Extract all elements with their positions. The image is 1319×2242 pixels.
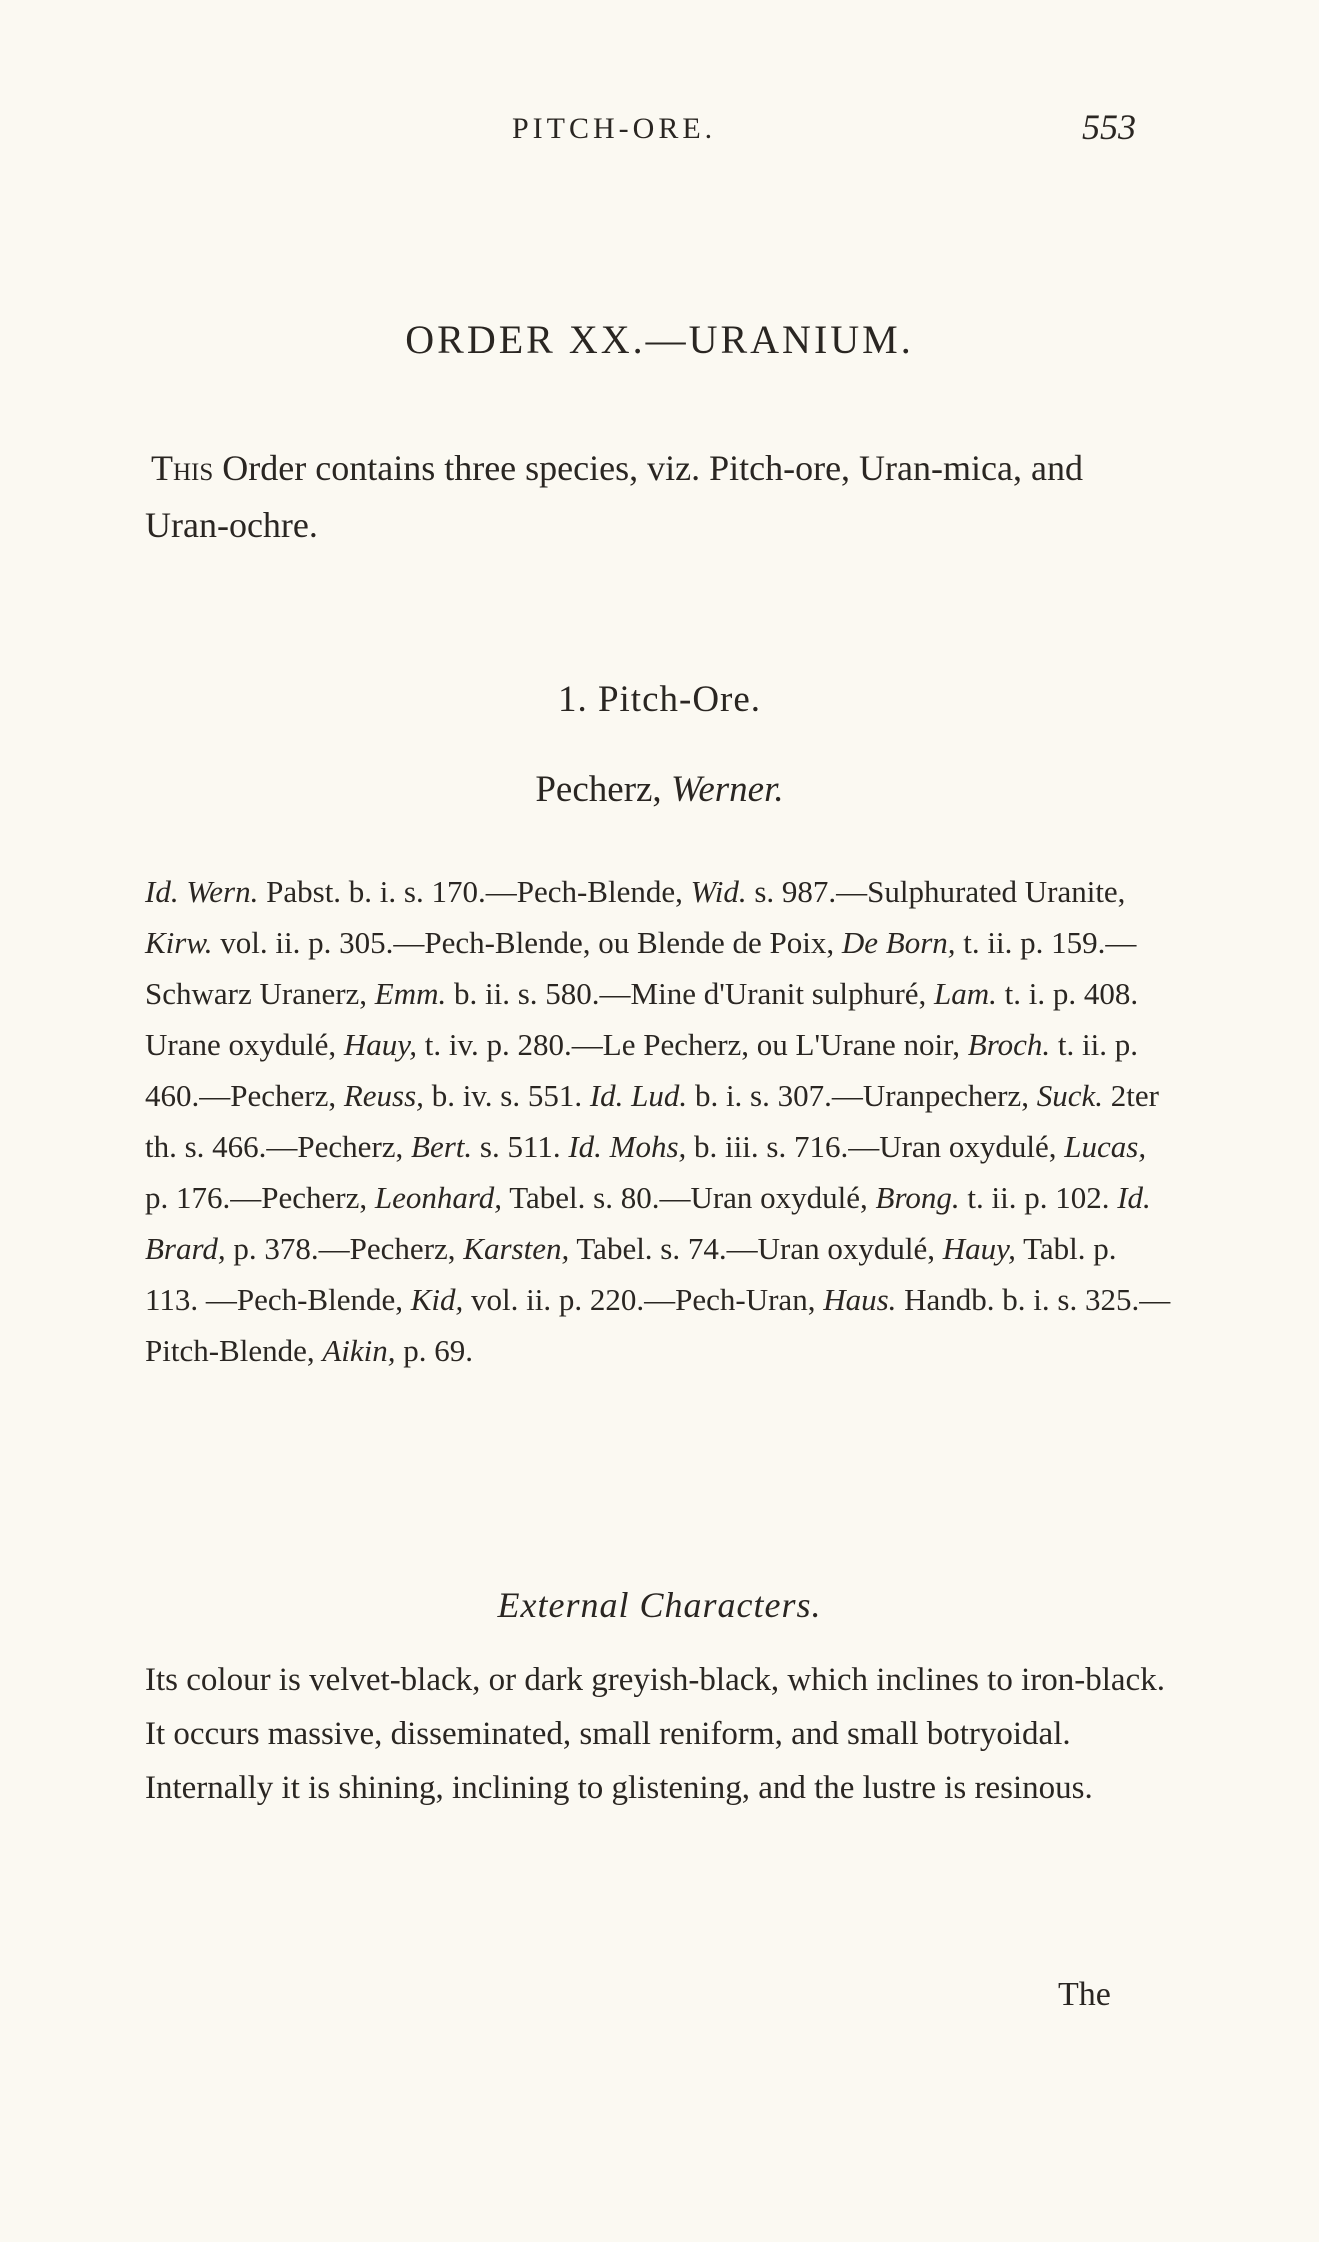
synonymy-citation-author: Hauy,	[942, 1231, 1016, 1266]
synonymy-citation-author: Broch.	[967, 1027, 1051, 1062]
synonymy-citation-text: t. ii. p. 159.—Schwarz Uranerz,	[145, 925, 1137, 1011]
section-heading: External Characters.	[497, 1585, 822, 1625]
synonymy-citation-author: Id. Brard,	[145, 1180, 1151, 1266]
synonymy-citation-text: Pabst. b. i. s. 170.—Pech-Blende,	[258, 874, 691, 909]
synonymy-citation-text: Tabel. s. 80.—Uran oxydulé,	[502, 1180, 876, 1215]
synonymy-citation-text: t. ii. p. 460.—Pecherz,	[145, 1027, 1138, 1113]
synonymy-citation-text: t. iv. p. 280.—Le Pecherz, ou L'Urane noir,	[417, 1027, 968, 1062]
synonymy-citation-author: Hauy,	[343, 1027, 418, 1062]
synonymy-citation-author: Suck.	[1036, 1078, 1103, 1113]
synonymy-citation-author: Reuss,	[343, 1078, 424, 1113]
body-text	[145, 1655, 1175, 1817]
synonymy-citation-author: Bert.	[411, 1129, 473, 1164]
synonymy-citation-text: b. ii. s. 580.—Mine d'Uranit sulphuré,	[446, 976, 935, 1011]
synonymy-citation-author: Haus.	[823, 1282, 897, 1317]
synonymy-citation-author: Brong.	[875, 1180, 960, 1215]
page-number: 553	[1082, 107, 1136, 147]
intro-lead-word: This	[151, 448, 214, 488]
synonymy-citation-text: vol. ii. p. 305.—Pech-Blende, ou Blende de Poix,	[212, 925, 842, 960]
synonymy-citation-author: Karsten,	[463, 1231, 570, 1266]
synonymy-citation-text: b. iii. s. 716.—Uran oxydulé,	[686, 1129, 1065, 1164]
intro-text: Order contains three species, viz. Pitch-ore, Uran-mica, and Uran-ochre.	[145, 448, 1083, 545]
synonymy-citation-author: Kirw.	[145, 925, 213, 960]
synonymy-paragraph	[145, 866, 1175, 1376]
synonymy-citation-author: Id. Mohs,	[568, 1129, 687, 1164]
synonymy-citation-text: s. 511.	[472, 1129, 569, 1164]
species-german-name	[0, 768, 1319, 811]
synonymy-citation-text: vol. ii. p. 220.—Pech-Uran,	[463, 1282, 824, 1317]
synonymy-citation-text: p. 378.—Pecherz,	[225, 1231, 464, 1266]
synonymy-citation-author: Leonhard,	[374, 1180, 503, 1215]
synonymy-citation-text: p. 176.—Pecherz,	[145, 1180, 375, 1215]
synonymy-citation-text: t. i. p. 408. Urane oxydulé,	[145, 976, 1139, 1062]
synonymy-citation-text: 2ter th. s. 466.—Pecherz,	[145, 1078, 1159, 1164]
synonymy-citation-author: Kid,	[410, 1282, 464, 1317]
synonymy-citation-author: De Born,	[841, 925, 956, 960]
paragraph-occurrence: It occurs massive, disseminated, small reniform, and small botryoidal.	[145, 1716, 1071, 1752]
order-title: ORDER XX.—URANIUM.	[405, 317, 914, 362]
species-name-text: Pecherz,	[535, 769, 671, 810]
synonymy-citation-text: Tabl. p. 113. —Pech-Blende,	[145, 1231, 1117, 1317]
synonymy-citation-author: Emm.	[374, 976, 447, 1011]
synonymy-citation-author: Wid.	[690, 874, 747, 909]
synonymy-citation-author: Id. Lud.	[589, 1078, 688, 1113]
intro-paragraph	[145, 440, 1175, 554]
synonymy-citation-text: Tabel. s. 74.—Uran oxydulé,	[569, 1231, 943, 1266]
paragraph-lustre: Internally it is shining, inclining to glistening, and the lustre is resinous.	[145, 1770, 1093, 1806]
species-author: Werner.	[670, 769, 784, 810]
catchword: The	[1058, 1976, 1111, 2013]
synonymy-citation-text: p. 69.	[395, 1333, 474, 1368]
synonymy-citation-author: Lam.	[934, 976, 997, 1011]
species-heading: 1. Pitch-Ore.	[557, 679, 762, 720]
synonymy-citation-author: Aikin,	[322, 1333, 396, 1368]
synonymy-citation-text: t. ii. p. 102.	[959, 1180, 1118, 1215]
synonymy-citation-text: b. iv. s. 551.	[423, 1078, 590, 1113]
synonymy-citation-author: Lucas,	[1064, 1129, 1147, 1164]
synonymy-citation-author: Id. Wern.	[145, 874, 259, 909]
synonymy-citation-text: b. i. s. 307.—Uranpecherz,	[687, 1078, 1037, 1113]
running-head: PITCH-ORE.	[512, 112, 717, 145]
paragraph-colour: Its colour is velvet-black, or dark greyish-black, which inclines to iron-black.	[145, 1662, 1165, 1698]
synonymy-citation-text: Handb. b. i. s. 325.—Pitch-Blende,	[145, 1282, 1171, 1368]
synonymy-citation-text: s. 987.—Sulphurated Uranite,	[746, 874, 1126, 909]
